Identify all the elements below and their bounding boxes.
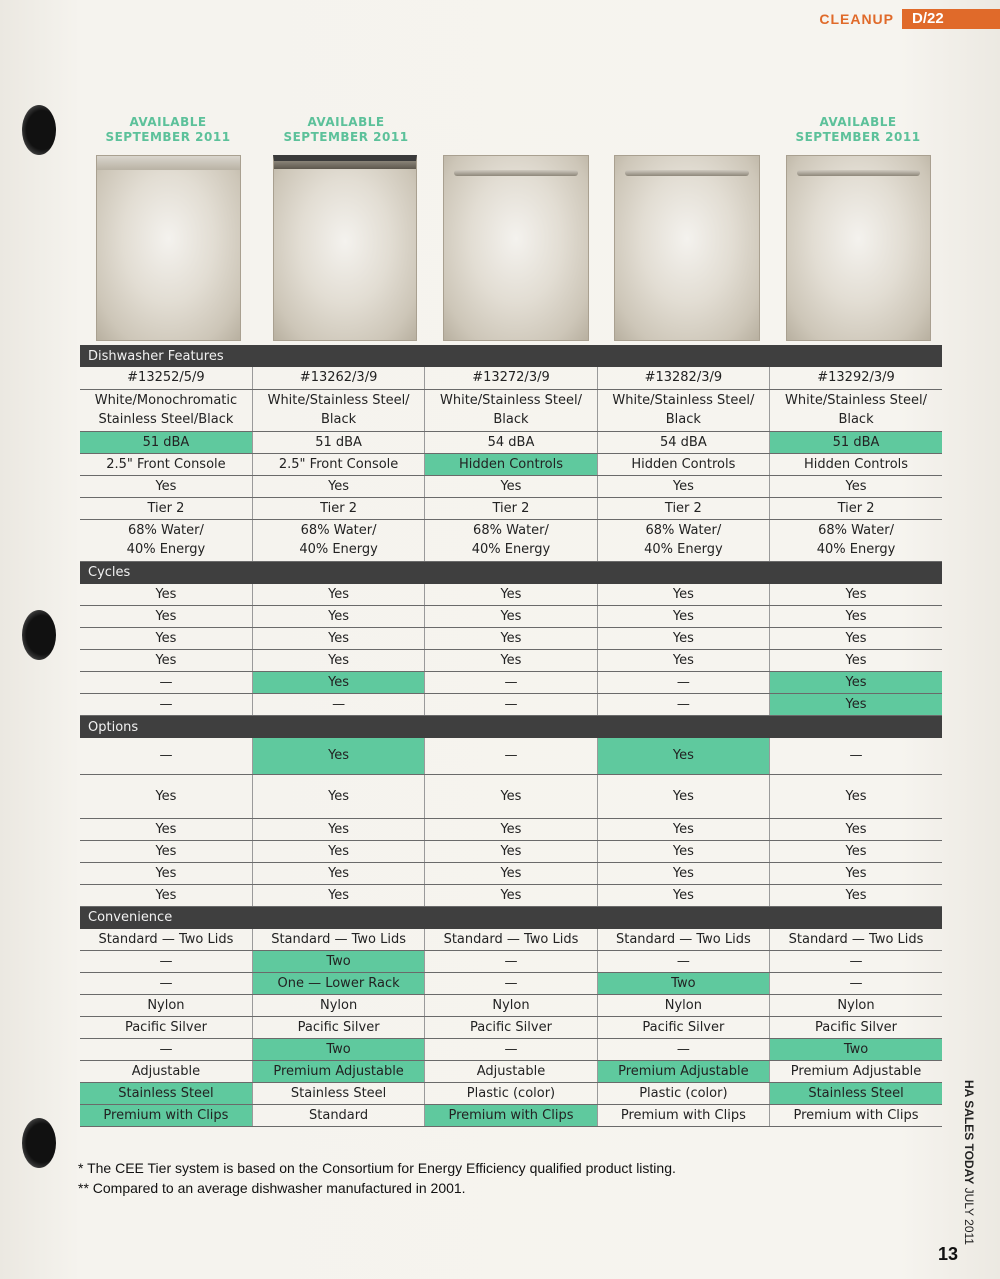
table-cell: 68% Water/ 40% Energy <box>425 519 597 561</box>
table-cell: Yes <box>770 606 942 628</box>
table-cell: Yes <box>597 628 769 650</box>
table-cell: Nylon <box>252 995 424 1017</box>
table-cell: Yes <box>252 818 424 840</box>
table-cell: Tier 2 <box>80 497 252 519</box>
table-cell: Yes <box>597 738 769 774</box>
table-cell: Yes <box>425 840 597 862</box>
table-cell: Yes <box>80 475 252 497</box>
table-cell: — <box>425 672 597 694</box>
table-cell: Tier 2 <box>252 497 424 519</box>
table-cell: White/Stainless Steel/ Black <box>770 389 942 431</box>
table-row <box>80 606 942 628</box>
table-row <box>80 995 942 1017</box>
table-cell: Yes <box>252 862 424 884</box>
table-cell: Yes <box>425 650 597 672</box>
table-cell: White/Stainless Steel/ Black <box>597 389 769 431</box>
table-cell: Yes <box>80 862 252 884</box>
table-cell: #13292/3/9 <box>770 367 942 389</box>
table-cell: Yes <box>597 884 769 906</box>
table-cell: Yes <box>425 475 597 497</box>
table-cell: — <box>425 738 597 774</box>
table-cell: #13252/5/9 <box>80 367 252 389</box>
table-cell: — <box>425 1039 597 1061</box>
section-name: CLEANUP <box>819 11 894 27</box>
table-row <box>80 774 942 818</box>
table-cell: Standard — Two Lids <box>770 929 942 951</box>
table-cell: Pacific Silver <box>770 1017 942 1039</box>
table-cell: Two <box>597 973 769 995</box>
table-cell: Adjustable <box>80 1061 252 1083</box>
table-row <box>80 951 942 973</box>
table-row <box>80 1105 942 1127</box>
table-row <box>80 497 942 519</box>
dishwasher-photo-13262 <box>273 155 417 341</box>
section-bar <box>80 906 942 929</box>
table-row <box>80 650 942 672</box>
table-row <box>80 929 942 951</box>
page-number: 13 <box>938 1244 959 1264</box>
dishwasher-photo-13292 <box>786 155 931 341</box>
table-cell: Yes <box>597 584 769 606</box>
table-row <box>80 519 942 561</box>
table-cell: — <box>425 973 597 995</box>
table-cell: Premium Adjustable <box>252 1061 424 1083</box>
punch-hole <box>22 610 56 660</box>
table-row <box>80 738 942 774</box>
table-row <box>80 862 942 884</box>
table-cell: Premium Adjustable <box>770 1061 942 1083</box>
table-cell: Yes <box>252 738 424 774</box>
table-cell: — <box>425 951 597 973</box>
table-cell: Hidden Controls <box>597 453 769 475</box>
table-cell: Yes <box>425 862 597 884</box>
punch-hole <box>22 105 56 155</box>
features-table <box>80 345 942 1127</box>
table-cell: Yes <box>597 840 769 862</box>
table-cell: Yes <box>252 884 424 906</box>
availability-note-1: AVAILABLE SEPTEMBER 2011 <box>105 115 231 144</box>
table-cell: Yes <box>770 650 942 672</box>
table-cell: — <box>597 951 769 973</box>
table-cell: Yes <box>770 818 942 840</box>
table-cell: 51 dBA <box>252 431 424 453</box>
table-cell: Tier 2 <box>597 497 769 519</box>
table-row <box>80 973 942 995</box>
table-cell: White/Stainless Steel/ Black <box>425 389 597 431</box>
table-cell: 51 dBA <box>770 431 942 453</box>
table-cell: Pacific Silver <box>80 1017 252 1039</box>
table-cell: Yes <box>770 774 942 818</box>
table-cell: — <box>597 1039 769 1061</box>
table-cell: Two <box>252 951 424 973</box>
table-cell: — <box>770 973 942 995</box>
table-row <box>80 389 942 431</box>
table-cell: Premium with Clips <box>80 1105 252 1127</box>
table-cell: Yes <box>252 650 424 672</box>
table-cell: Standard — Two Lids <box>597 929 769 951</box>
table-cell: Yes <box>770 628 942 650</box>
table-row <box>80 431 942 453</box>
table-cell: Yes <box>80 818 252 840</box>
table-cell: Stainless Steel <box>80 1083 252 1105</box>
table-cell: Yes <box>597 774 769 818</box>
table-row <box>80 884 942 906</box>
table-cell: Nylon <box>425 995 597 1017</box>
table-cell: Yes <box>770 840 942 862</box>
table-cell: Plastic (color) <box>425 1083 597 1105</box>
table-cell: Premium Adjustable <box>597 1061 769 1083</box>
table-cell: Yes <box>252 628 424 650</box>
table-row <box>80 475 942 497</box>
table-cell: Nylon <box>80 995 252 1017</box>
table-cell: Premium with Clips <box>597 1105 769 1127</box>
table-cell: #13262/3/9 <box>252 367 424 389</box>
punch-hole <box>22 1118 56 1168</box>
table-cell: Yes <box>80 584 252 606</box>
table-cell: Yes <box>252 840 424 862</box>
table-cell: — <box>80 672 252 694</box>
table-cell: Plastic (color) <box>597 1083 769 1105</box>
table-cell: #13282/3/9 <box>597 367 769 389</box>
table-cell: 51 dBA <box>80 431 252 453</box>
table-cell: 68% Water/ 40% Energy <box>252 519 424 561</box>
dishwasher-photo-13282 <box>614 155 760 341</box>
table-cell: 68% Water/ 40% Energy <box>80 519 252 561</box>
table-cell: Standard — Two Lids <box>425 929 597 951</box>
table-cell: Stainless Steel <box>770 1083 942 1105</box>
table-cell: One — Lower Rack <box>252 973 424 995</box>
table-cell: Pacific Silver <box>252 1017 424 1039</box>
table-cell: Hidden Controls <box>425 453 597 475</box>
table-cell: — <box>80 1039 252 1061</box>
table-cell: Yes <box>770 584 942 606</box>
table-cell: — <box>425 694 597 716</box>
table-cell: 2.5" Front Console <box>80 453 252 475</box>
table-cell: Yes <box>597 862 769 884</box>
table-row <box>80 840 942 862</box>
table-row <box>80 1083 942 1105</box>
table-cell: White/Monochromatic Stainless Steel/Black <box>80 389 252 431</box>
table-cell: Yes <box>425 884 597 906</box>
table-cell: — <box>770 951 942 973</box>
table-cell: Yes <box>80 774 252 818</box>
section-code: D/22 <box>902 9 1000 29</box>
table-row <box>80 1061 942 1083</box>
table-cell: Yes <box>80 840 252 862</box>
table-cell: Yes <box>597 818 769 840</box>
table-cell: #13272/3/9 <box>425 367 597 389</box>
section-title: Dishwasher Features <box>80 345 942 367</box>
table-cell: 54 dBA <box>597 431 769 453</box>
table-cell: Yes <box>425 818 597 840</box>
section-title: Convenience <box>80 906 942 929</box>
table-cell: — <box>80 738 252 774</box>
table-row <box>80 694 942 716</box>
table-row <box>80 628 942 650</box>
table-cell: Yes <box>425 584 597 606</box>
table-cell: 2.5" Front Console <box>252 453 424 475</box>
table-cell: Yes <box>770 672 942 694</box>
table-cell: Yes <box>252 672 424 694</box>
section-bar <box>80 345 942 367</box>
footnote-average: ** Compared to an average dishwasher manufactured in 2001. <box>78 1180 466 1196</box>
table-cell: Two <box>770 1039 942 1061</box>
table-cell: Premium with Clips <box>425 1105 597 1127</box>
dishwasher-photo-13272 <box>443 155 589 341</box>
section-title: Cycles <box>80 561 942 584</box>
dishwasher-photo-13252 <box>96 155 241 341</box>
table-cell: Yes <box>425 628 597 650</box>
table-cell: 68% Water/ 40% Energy <box>770 519 942 561</box>
table-cell: — <box>80 951 252 973</box>
table-cell: Yes <box>80 606 252 628</box>
table-cell: White/Stainless Steel/ Black <box>252 389 424 431</box>
table-cell: Yes <box>770 475 942 497</box>
table-cell: Yes <box>597 606 769 628</box>
footnote-cee: * The CEE Tier system is based on the Consortium for Energy Efficiency qualified product listing. <box>78 1160 676 1176</box>
table-cell: Yes <box>80 884 252 906</box>
table-row <box>80 818 942 840</box>
table-cell: Standard — Two Lids <box>252 929 424 951</box>
table-cell: Hidden Controls <box>770 453 942 475</box>
table-row <box>80 367 942 389</box>
table-cell: Stainless Steel <box>252 1083 424 1105</box>
table-cell: Yes <box>425 606 597 628</box>
table-cell: Yes <box>425 774 597 818</box>
table-cell: — <box>80 973 252 995</box>
table-cell: — <box>252 694 424 716</box>
table-cell: — <box>770 738 942 774</box>
table-row <box>80 584 942 606</box>
table-cell: Yes <box>252 475 424 497</box>
section-header <box>819 8 1000 30</box>
table-row <box>80 1017 942 1039</box>
table-row <box>80 672 942 694</box>
table-cell: Standard — Two Lids <box>80 929 252 951</box>
publication-credit: HA SALES TODAY JULY 2011 <box>962 1080 976 1245</box>
table-cell: Tier 2 <box>770 497 942 519</box>
availability-note-5: AVAILABLE SEPTEMBER 2011 <box>795 115 921 144</box>
table-cell: Premium with Clips <box>770 1105 942 1127</box>
footnotes <box>78 1158 676 1198</box>
section-title: Options <box>80 716 942 739</box>
table-cell: Pacific Silver <box>425 1017 597 1039</box>
table-cell: Nylon <box>770 995 942 1017</box>
table-cell: Yes <box>252 774 424 818</box>
table-cell: — <box>597 672 769 694</box>
section-bar <box>80 561 942 584</box>
table-cell: Yes <box>252 584 424 606</box>
section-bar <box>80 716 942 739</box>
table-cell: Yes <box>80 650 252 672</box>
table-cell: Yes <box>252 606 424 628</box>
table-cell: 68% Water/ 40% Energy <box>597 519 769 561</box>
table-cell: 54 dBA <box>425 431 597 453</box>
table-cell: Yes <box>770 862 942 884</box>
table-cell: — <box>597 694 769 716</box>
table-cell: Pacific Silver <box>597 1017 769 1039</box>
table-cell: Adjustable <box>425 1061 597 1083</box>
table-cell: Yes <box>597 650 769 672</box>
table-cell: Standard <box>252 1105 424 1127</box>
availability-note-2: AVAILABLE SEPTEMBER 2011 <box>283 115 409 144</box>
table-cell: — <box>80 694 252 716</box>
table-cell: Yes <box>770 884 942 906</box>
table-cell: Two <box>252 1039 424 1061</box>
table-cell: Yes <box>597 475 769 497</box>
table-cell: Nylon <box>597 995 769 1017</box>
table-cell: Yes <box>80 628 252 650</box>
table-row <box>80 1039 942 1061</box>
table-cell: Yes <box>770 694 942 716</box>
table-row <box>80 453 942 475</box>
table-cell: Tier 2 <box>425 497 597 519</box>
